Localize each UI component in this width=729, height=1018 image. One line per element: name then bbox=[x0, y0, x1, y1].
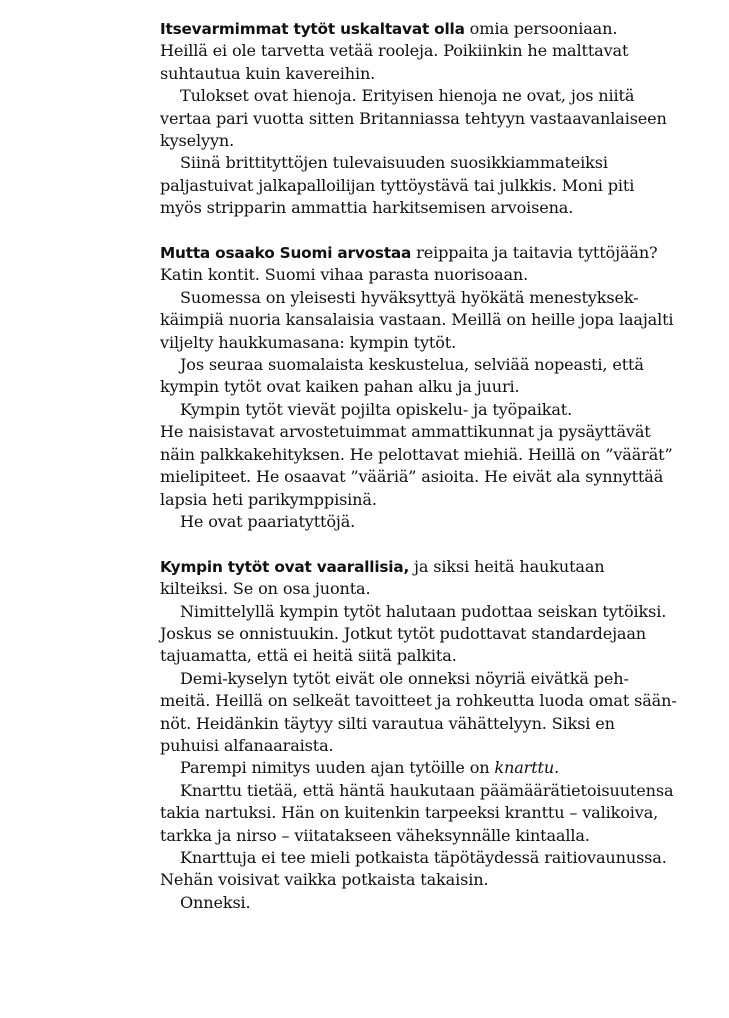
paragraph-line: Heillä ei ole tarvetta vetää rooleja. Poikiinkin he malttavat bbox=[160, 41, 629, 61]
paragraph-line: Demi-kyselyn tytöt eivät ole onneksi nöyriä eivätkä peh- bbox=[180, 668, 629, 688]
paragraph-line: kympin tytöt ovat kaiken pahan alku ja juuri. bbox=[160, 377, 520, 397]
paragraph-line: vertaa pari vuotta sitten Britanniassa tehtyyn vastaavanlaiseen bbox=[160, 108, 667, 128]
lead-in-heading: Kympin tytöt ovat vaarallisia, bbox=[160, 557, 410, 576]
paragraph-line: Nimittelyllä kympin tytöt halutaan pudottaa seiskan tytöiksi. bbox=[180, 601, 667, 621]
paragraph-line: Onneksi. bbox=[180, 892, 251, 912]
paragraph-line: Siinä brittityttöjen tulevaisuuden suosikkiammateiksi bbox=[180, 153, 608, 173]
paragraph-line: viljelty haukkumasana: kympin tytöt. bbox=[160, 332, 457, 352]
paragraph-line: kyselyyn. bbox=[160, 131, 235, 151]
article-body bbox=[160, 18, 720, 937]
paragraph-line: kilteiksi. Se on osa juonta. bbox=[160, 579, 371, 599]
paragraph-line: Mutta osaako Suomi arvostaa reippaita ja taitavia tyttöjään? bbox=[160, 243, 658, 263]
lead-in-heading: Itsevarmimmat tytöt uskaltavat olla bbox=[160, 20, 465, 38]
paragraph-line: myös stripparin ammattia harkitsemisen arvoisena. bbox=[160, 198, 574, 218]
paragraph-line: Katin kontit. Suomi vihaa parasta nuorisoaan. bbox=[160, 265, 529, 285]
paragraph-line: He ovat paariatyttöjä. bbox=[180, 511, 356, 531]
paragraph-line: Parempi nimitys uuden ajan tytöille on knarttu. bbox=[180, 758, 560, 778]
paragraph-line: lapsia heti parikymppisinä. bbox=[160, 489, 377, 509]
section-3 bbox=[160, 556, 720, 915]
lead-in-heading: Mutta osaako Suomi arvostaa bbox=[160, 244, 412, 263]
paragraph-line: Tulokset ovat hienoja. Erityisen hienoja ne ovat, jos niitä bbox=[180, 86, 635, 106]
paragraph-line: Nehän voisivat vaikka potkaista takaisin. bbox=[160, 870, 489, 890]
paragraph-line: Knarttuja ei tee mieli potkaista täpötäydessä raitiovaunussa. bbox=[180, 848, 667, 867]
section-1 bbox=[160, 18, 720, 220]
section-2 bbox=[160, 242, 720, 533]
paragraph-line: tajuamatta, että ei heitä siitä palkita. bbox=[160, 646, 457, 666]
paragraph-line: näin palkkakehityksen. He pelottavat miehiä. Heillä on ”väärät” bbox=[160, 444, 673, 464]
paragraph-line: Jos seuraa suomalaista keskustelua, selviää nopeasti, että bbox=[180, 355, 644, 375]
paragraph-line: suhtautua kuin kavereihin. bbox=[160, 63, 376, 83]
emphasis-term: knarttu bbox=[494, 758, 555, 778]
paragraph-line: Knarttu tietää, että häntä haukutaan päämäärätietoisuutensa bbox=[180, 780, 674, 800]
paragraph-line: käimpiä nuoria kansalaisia vastaan. Meillä on heille jopa laajalti bbox=[160, 310, 674, 330]
paragraph-line: Itsevarmimmat tytöt uskaltavat olla omia persooniaan. bbox=[160, 19, 618, 38]
paragraph-line: puhuisi alfanaaraista. bbox=[160, 735, 334, 755]
paragraph-line: Joskus se onnistuukin. Jotkut tytöt pudottavat standardejaan bbox=[160, 623, 647, 643]
paragraph-line: Suomessa on yleisesti hyväksyttyä hyökätä menestyksek- bbox=[180, 287, 639, 307]
paragraph-line: paljastuivat jalkapalloilijan tyttöystävä tai julkkis. Moni piti bbox=[160, 175, 635, 195]
paragraph-line: He naisistavat arvostetuimmat ammattikunnat ja pysäyttävät bbox=[160, 422, 651, 442]
paragraph-line: nöt. Heidänkin täytyy silti varautua vähättelyyn. Siksi en bbox=[160, 713, 615, 733]
paragraph-line: tarkka ja nirso – viitatakseen väheksynnälle kintaalla. bbox=[160, 825, 590, 845]
paragraph-line: Kympin tytöt ovat vaarallisia, ja siksi heitä haukutaan bbox=[160, 556, 605, 576]
paragraph-line: takia nartuksi. Hän on kuitenkin tarpeeksi kranttu – valikoiva, bbox=[160, 803, 659, 823]
paragraph-line: Kympin tytöt vievät pojilta opiskelu- ja työpaikat. bbox=[180, 399, 573, 419]
paragraph-line: meitä. Heillä on selkeät tavoitteet ja rohkeutta luoda omat sään- bbox=[160, 691, 677, 711]
paragraph-line: mielipiteet. He osaavat ”vääriä” asioita. He eivät ala synnyttää bbox=[160, 467, 664, 487]
